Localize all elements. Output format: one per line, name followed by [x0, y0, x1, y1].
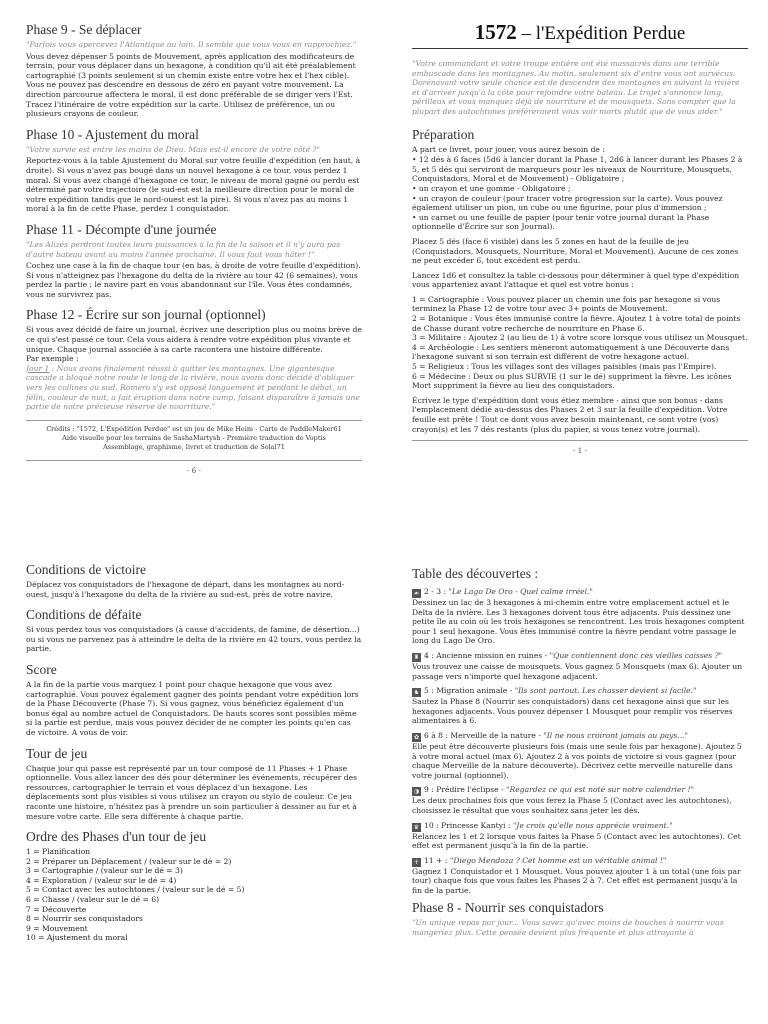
flower-icon: ✿	[413, 733, 420, 741]
page-discoveries	[412, 566, 748, 1024]
section-quote: "Votre survie est entre les mains de Dieu. Mais est-il encore de votre côté ?"	[26, 144, 321, 154]
eclipse-icon: ◑	[413, 788, 420, 796]
list-item: 7 = Découverte	[26, 904, 87, 914]
materials-list	[412, 155, 748, 232]
page-number: - 1 -	[573, 447, 587, 456]
discovery-body: Gagnez 1 Conquistador et 1 Mousquet. Vous pouvez ajouter 1 à un total (une fois par tour) chaque fois que vous faites les Phases 2 à 7. Cet effet est permanent jusqu'à la fin de la partie.	[412, 866, 741, 895]
example-text: : Nous avons finalement réussi à quitter les montagnes. Une gigantesque cascade a bloqué notre route le long de la rivière, nous avons donc décidé d'obliquer vers les collines au sud. Romero s'y est opposé longuement et pendant le débat, un félin, couleur de nuit, a fait éruption dans notre camp, faisant disparaître à jamais une partie de notre précieuse réserve de nourriture."	[26, 363, 360, 412]
section-body: Cochez une case à la fin de chaque tour (en bas, à droite de votre feuille d'expédition). Si vous n'atteignez pas l'hexagone du delta de la rivière au tour 42 (6 semaines), vous perdez la partie ; le navire part en vous abandonnant sur l'île. Vous êtes condamnés, vous ne survivrez pas.	[26, 261, 361, 299]
list-item: 3 = Militaire : Ajoutez 2 (au lieu de 1) à votre score lorsque vous utilisez un Mousquet.	[412, 333, 748, 343]
expedition-roll-paragraph: Lancez 1d6 et consultez la table ci-dessous pour déterminer à quel type d'expédition vous apparteniez avant l'attaque et quel est votre bonus :	[412, 270, 740, 290]
lake-icon: ☙	[413, 590, 420, 597]
list-item: 2 = Préparer un Déplacement / (valeur sur le dé = 2)	[26, 856, 232, 866]
intro-quote: "Votre commandant et votre troupe entière ont été massacrés dans une terrible embuscade dans les montagnes. Au matin, seulement six d'entre vous ont survécus. Dorénavant votre seule chance est de descendre des montagnes en suivant la rivière et d'arriver jusqu'à la côte pour rejoindre votre bateau. Le trajet s'annonce long, périlleux et vous manquez déjà de nourriture et de mousquets. Sans compter que la plupart des autochtones préféreraient vous voir morts plutôt que de vous aider."	[412, 59, 740, 116]
list-item: 2 = Botanique : Vous êtes immunisé contre la fièvre. Ajoutez 1 à votre total de points de Chasse durant votre recherche de nourriture en Phase 6.	[412, 314, 741, 333]
discovery-entry: ☙ 2 - 3 : "Le Lago De Oro - Quel calme irréel." Dessinez un lac de 3 hexagones à mi-chemin entre votre emplacement actuel et le Delta de la rivière. Les 3 hexagones doivent tous être adjacents. Puis dessinez une petite île au coin où les trois hexagones se rencontrent. Les trois hexagones comptent pour 1 seul hexagone. Vous êtes immunisé contre la fièvre pendant votre passage le long du Lago De Oro.	[412, 587, 748, 646]
credits-divider	[26, 420, 362, 421]
discovery-entry: ☥ 11 + : "Diego Mendoza ? Cet homme est un véritable animal !" Gagnez 1 Conquistador et 1 Mousquet. Vous pouvez ajouter 1 à un total (une fois par tour) chaque fois que vous faites les Phases 2 à 7. Cet effet est permanent jusqu'à la fin de la partie.	[412, 856, 748, 896]
section-heading: Phase 10 - Ajustement du moral	[26, 126, 199, 142]
phase-order-list	[26, 847, 362, 943]
phase-10-section	[26, 127, 362, 214]
ruins-icon: ♜	[413, 653, 420, 661]
credits-line-3: Assemblage, graphisme, livret et traduction de Solal71	[103, 442, 285, 451]
section-heading: Score	[26, 661, 57, 677]
list-item: • un crayon de couleur (pour tracer votre progression sur la carte). Vous pouvez également utiliser un pion, un cube ou une figurine, pour plus d'immersion ;	[412, 193, 723, 213]
discovery-body: Les deux prochaines fois que vous ferez la Phase 5 (Contact avec les autochtones), choisissez le résultat que vous souhaitez sans jeter les dés.	[412, 796, 732, 815]
page-one	[412, 20, 748, 542]
expedition-bonus-list	[412, 295, 748, 391]
defeat-section	[26, 607, 362, 654]
list-item: 8 = Nourrir ses conquistadors	[26, 914, 143, 924]
phase-8-quote: "Un unique repas par jour... Vous savez qu'avec moins de bouches à nourrir vous mangeriez plus. Cette pensée devient plus fréquente et plus attrayante à	[412, 918, 724, 938]
list-item: • un crayon et une gomme - Obligatoire ;	[412, 183, 571, 193]
list-item: 6 = Médecine : Deux ou plus SURVIE (1 sur le dé) suppriment la fièvre. Les icônes Mort suppriment la fièvre au lieu des conquistadors.	[412, 371, 732, 391]
page-rules	[26, 562, 362, 1024]
list-item: 10 = Ajustement du moral	[26, 933, 128, 943]
section-body: Chaque jour qui passe est représenté par un tour composé de 11 Phases + 1 Phase optionnelle. Vous allez lancer des dés pour déterminer les événements, récupérer des ressources, cartographier le terrain et vous déplacez d'un hexagone. Les déplacements sont plus visibles si vous utilisez un crayon ou stylo de couleur. Ce jeu raconte une histoire, n'hésitez pas à prendre un soin particulier à dessiner au fur et à mesure votre carte. Elle sera différente à chaque partie.	[26, 763, 358, 821]
phase-order-section	[26, 829, 362, 943]
section-body: Déplacez vos conquistadors de l'hexagone de départ, dans les montagnes au nord-ouest, jusqu'à l'hexagone du delta de la rivière au sud-est, près de votre navire.	[26, 580, 345, 599]
list-item: 5 = Contact avec les autochtones / (valeur sur le dé = 5)	[26, 885, 245, 895]
discovery-body: Vous trouvez une caisse de mousquets. Vous gagnez 5 Mousquets (max 6). Ajouter un passage vers n'importe quel hexagone adjacent.	[412, 661, 743, 681]
discovery-entry: ♛ 10 : Princesse Kantyi : "Je crois qu'elle nous apprécie vraiment." Relancez les 1 et 2 lorsque vous faites la Phase 5 (Contact avec les autochtones). Cet effet est permanent jusqu'à la fin de la partie.	[412, 821, 748, 851]
sheet-ready-paragraph: Écrivez le type d'expédition dont vous étiez membre - ainsi que son bonus - dans l'emplacement dédié au-dessus des Phases 2 et 3 sur la feuille d'expédition. Votre feuille est prête ! Tout ce dont vous avez besoin maintenant, ce sont votre (vos) crayon(s) et les 7 dés restants (plus du papier, si vous tenez votre journal).	[412, 395, 728, 434]
section-heading: Ordre des Phases d'un tour de jeu	[26, 829, 207, 845]
discovery-entry: ♞ 5 : Migration animale - "Ils sont partout. Les chasser devient si facile." Sautez la Phase 8 (Nourrir ses conquistadors) dans cet hexagone ainsi que sur les hexagones adjacents. Vous pouvez dépenser 1 Mousquet pour remplir vos réserves alimentaires à 6.	[412, 686, 748, 726]
booklet-title	[412, 20, 748, 49]
credits	[26, 425, 362, 452]
footer-divider	[26, 460, 362, 461]
victory-section	[26, 562, 362, 599]
list-item: 1 = Cartographie : Vous pouvez placer un chemin une fois par hexagone si vous terminez la Phase 12 de votre tour avec 3+ points de Mouvement.	[412, 294, 721, 314]
discovery-body: Sautez la Phase 8 (Nourrir ses conquistadors) dans cet hexagone ainsi que sur les hexagones adjacents. Vous pouvez dépenser 1 Mousquet pour remplir vos réserves alimentaires à 6.	[412, 697, 733, 726]
princess-icon: ♛	[413, 823, 420, 831]
section-heading: Conditions de défaite	[26, 607, 142, 623]
section-body: Reportez-vous à la table Ajustement du Moral sur votre feuille d'expédition (en haut, à droite). Si vous n'avez pas bougé dans un nouvel hexagone à ce tour, vous perdez 1 moral. Si vous avez changé d'hexagone ce tour, le niveau de moral gagné ou perdu est déterminé par votre trajectoire (le sud-est est la meilleure direction pour le moral de votre expédition tandis que le nord-ouest est la pire). Si vous n'avez pas au moins 1 moral à la fin de cette Phase, perdez 1 conquistador.	[26, 156, 361, 214]
section-body: Si vous avez décidé de faire un journal, écrivez une description plus ou moins brève de ce qui s'est passé ce tour. Cela vous aidera à rendre votre expédition plus vivante et unique. Chaque journal associée à sa carte racontera une histoire différente.	[26, 325, 362, 354]
section-heading: Conditions de victoire	[26, 562, 146, 577]
example-label: Par exemple :	[26, 354, 79, 364]
section-body: Vous devez dépenser 5 points de Mouvement, après application des modificateurs de terrain, pour vous déplacer dans un hexagone, à condition qu'il ait été préalablement cartographié (3 points seulement si un chemin existe entre votre hex et l'hex cible). Vous ne pouvez pas descendre en dessous de zéro en payant votre mouvement. La direction parcourue affectera le moral, il est donc préférable de se diriger vers l'Est. Tracez l'itinéraire de votre expédition sur la carte. Utilisez de préférence, un ou plusieurs crayons de couleur.	[26, 51, 356, 119]
title-year: 1572	[474, 20, 517, 44]
discovery-body: Elle peut être découverte plusieurs fois (mais une seule fois par hexagone). Ajoutez 5 à votre moral actuel (max 6). Ajoutez 2 à vos points de victoire si vous gagnez (pour chaque Merveille de la nature découverte). Décrivez cette merveille naturelle dans votre journal (optionnel).	[412, 741, 742, 780]
preparation-heading: Préparation	[412, 126, 475, 142]
example-day: Jour 1	[26, 363, 50, 373]
page-six	[26, 22, 362, 542]
phase-12-section	[26, 307, 362, 411]
list-item: 1 = Planification	[26, 847, 91, 857]
credits-line-2: Aide visuelle pour les terrains de SashaMartysh - Première traduction de Voptis	[62, 433, 326, 442]
list-item: 6 = Chasse / (valeur sur le dé = 6)	[26, 895, 160, 905]
footer-divider	[412, 440, 748, 441]
list-item: 5 = Religieux : Tous les villages sont des villages paisibles (mais pas l'Empire).	[412, 362, 717, 372]
section-body: A la fin de la partie vous marquez 1 point pour chaque hexagone que vous avez cartographié. Vous pouvez également gagner des points pendant votre expédition lors de la Phase Découverte (Phase 7). Si vous gagnez, vous bénéficiez également d'un bonus égal au nombre actuel de Conquistadors. De hauts scores sont possibles même si la partie est perdue, mais vous pouvez décider de ne compter les points qu'en cas de victoire. A vous de voir.	[26, 679, 359, 737]
discovery-body: Relancez les 1 et 2 lorsque vous faites la Phase 5 (Contact avec les autochtones). Cet effet est permanent jusqu'à la fin de la partie.	[412, 831, 741, 851]
dice-setup-paragraph: Placez 5 dés (face 6 visible) dans les 5 zones en haut de la feuille de jeu (Conquistadors, Mousquets, Nourriture, Moral et Mouvement). Aucune de ces zones ne peut excéder 6, tout excédent est perdu.	[412, 236, 739, 266]
score-section	[26, 662, 362, 738]
list-item: 4 = Archéologie : Les sentiers mèneront automatiquement à une Découverte dans l'hexagone suivant si son terrain est différent de votre hexagone actuel.	[412, 342, 730, 362]
discovery-entry: ✿ 6 à 8 : Merveille de la nature - "Il ne nous croiront jamais au pays..." Elle peut être découverte plusieurs fois (mais une seule fois par hexagone). Ajoutez 5 à votre moral actuel (max 6). Ajoutez 2 à vos points de victoire si vous gagnez (pour chaque Merveille de la nature découverte). Décrivez cette merveille naturelle dans votre journal (optionnel).	[412, 731, 748, 780]
discovery-entry: ♜ 4 : Ancienne mission en ruines - "Que contiennent donc ces vieilles caisses ?" Vous trouvez une caisse de mousquets. Vous gagnez 5 Mousquets (max 6). Ajouter un passage vers n'importe quel hexagone adjacent.	[412, 651, 748, 681]
section-body: Si vous perdez tous vos conquistadors (à cause d'accidents, de famine, de désertion...) ou si vous ne parvenez pas à atteindre le delta de la rivière en 42 tours, vous perdez la partie.	[26, 625, 362, 654]
section-heading: Phase 11 - Décompte d'une journée	[26, 221, 217, 237]
journal-example	[26, 364, 362, 412]
phase-8-heading: Phase 8 - Nourrir ses conquistadors	[412, 900, 604, 916]
preparation-intro: A part ce livret, pour jouer, vous aurez besoin de :	[412, 144, 605, 154]
phase-11-section	[26, 222, 362, 300]
section-quote: "Les Alizés perdront toutes leurs puissances à la fin de la saison et il n'y aura pas d'autre bateau avant au moins l'année prochaine. Il vous faut vous hâter !"	[26, 239, 341, 259]
title-text: – l'Expédition Perdue	[516, 23, 686, 44]
discoveries-heading: Table des découvertes :	[412, 566, 539, 581]
list-item: • un carnet ou une feuille de papier (pour tenir votre journal durant la Phase optionnelle d'Écrire sur son Journal).	[412, 212, 710, 232]
page-number: - 6 -	[187, 466, 201, 475]
list-item: 9 = Mouvement	[26, 923, 88, 933]
section-heading: Phase 9 - Se déplacer	[26, 22, 142, 37]
section-quote: "Parfois vous apercevez l'Atlantique au loin. Il semble que vous vous en rapprochiez."	[26, 40, 357, 49]
discovery-entry: ◑ 9 : Prédire l'éclipse - "Regardez ce qui est noté sur notre calendrier !" Les deux prochaines fois que vous ferez la Phase 5 (Contact avec les autochtones), choisissez le résultat que vous souhaitez sans jeter les dés.	[412, 785, 748, 815]
section-heading: Phase 12 - Écrire sur son journal (optionnel)	[26, 307, 266, 323]
warrior-icon: ☥	[412, 858, 421, 867]
list-item: • 12 dés à 6 faces (5d6 à lancer durant la Phase 1, 2d6 à lancer durant les Phases 2 à 5, et 5 dés qui serviront de marqueurs pour les niveaux de Nourriture, Mousquets, Conquistadors, Moral et de Mouvement) - Obligatoire ;	[412, 155, 743, 184]
list-item: 3 = Cartographie / (valeur sur le dé = 3)	[26, 866, 183, 876]
turn-section	[26, 746, 362, 822]
section-heading: Tour de jeu	[26, 745, 88, 761]
list-item: 4 = Exploration / (valeur sur le dé = 4)	[26, 875, 177, 885]
phase-9-section	[26, 22, 362, 119]
animal-icon: ♞	[413, 689, 420, 697]
discovery-body: Dessinez un lac de 3 hexagones à mi-chemin entre votre emplacement actuel et le Delta de la rivière. Les 3 hexagones doivent tous être adjacents. Puis dessinez une petite île au coin où les trois hexagones se rencontrent. Les trois hexagones comptent pour 1 seul hexagone. Vous êtes immunisé contre la fièvre pendant votre passage le long du Lago De Oro.	[412, 598, 745, 646]
credits-line-1: Crédits : "1572, L'Expédition Perdue" est un jeu de Mike Heim - Carte de PaddleMaker61	[46, 424, 342, 433]
